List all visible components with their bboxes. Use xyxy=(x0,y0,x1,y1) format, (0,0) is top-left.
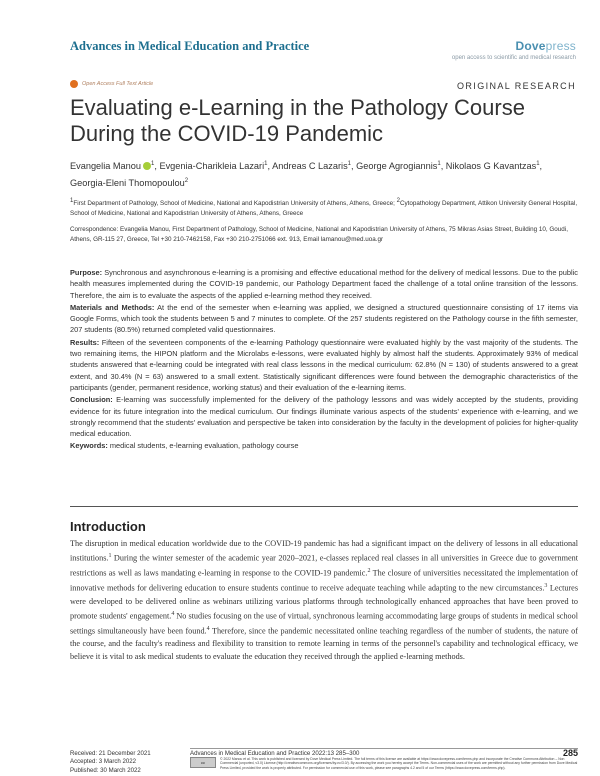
correspondence: Correspondence: Evangelia Manou, First Department of Pathology, School of Medicine, National and Kapodistrian University of Athens, 75 Mikras Asias Street, Building 10, Goudi, Athens, GR-115 27, Greece, Tel +30 210-7462158, Fax +30 210-2751066 ext. 913, Email lamanou@med.uoa.gr xyxy=(70,226,568,243)
abstract-section-label: Keywords: xyxy=(70,441,108,451)
author-affiliation-sup: 2 xyxy=(184,178,189,185)
open-access-badge xyxy=(70,80,153,88)
affil-sup-2: 2 xyxy=(396,198,400,204)
author-name[interactable]: George Agrogiannis xyxy=(356,161,438,172)
author-affiliation-sup: 1 xyxy=(151,161,155,167)
section-divider xyxy=(70,506,578,507)
publisher-logo[interactable] xyxy=(516,39,577,53)
abstract-section-text: Fifteen of the seventeen components of the e-learning Pathology questionnaire were evaluated highly by the vast majority of the students. The two remaining items, the HIPON platform and the Microlabs e-lessons, were evaluated highly by almost half the students. Approximately 93% of medical students answered that e-learning could be integrated with real class lessons in the medical curriculum: 62.8% (N = 130) of students answered to a great extent, and 30.4% (N = 63) answered to a small extent. Statistically significant differences were found between the demographic characteristics of the participants (gender, permanent residence, working status) and their evaluation of the e-learning items. xyxy=(70,337,578,392)
open-access-label: Open Access Full Text Article xyxy=(82,81,154,87)
publisher-name-part2: press xyxy=(545,39,576,53)
section-heading-introduction: Introduction xyxy=(70,519,146,534)
author-affiliation-sup: 1 xyxy=(437,161,441,167)
abstract-section xyxy=(70,267,578,301)
license-text: © 2022 Manou et al. This work is published and licensed by Dove Medical Press Limited. The full terms of this license are available at https://www.dovepress.com/terms.php and incorporate the Creative Commons Attribution – Non Commercial (unported, v3.0) License (http://creativecommons.org/licenses/by-nc/3.0/). By accessing the work you hereby accept the Terms. Non-commercial uses of the work are permitted without any further permission from Dove Medical Press Limited, provided the work is properly attributed. For permission for commercial use of this work, please see paragraphs 4.2 and 5 of our Terms (https://www.dovepress.com/terms.php). xyxy=(220,757,578,770)
affiliations-text: First Department of Pathology, School of Medicine, National and Kapodistrian University of Athens, Athens, Greece; $^2$Cytopathology Department, Attikon University General Hospital, School of Medicine, National and Kapodistrian University of Athens, Athens, Greece xyxy=(70,198,578,217)
author-name[interactable]: Georgia-Eleni Thomopoulou xyxy=(70,178,185,189)
abstract-section-text: At the end of the semester when e-learning was applied, we designed a structured questionnaire consisting of 17 items via Google Forms, which took the students between 5 and 7 minutes to complete. Of the 257 students registered on the Pathology course in the fifth semester, 207 students (80.5%) returned completed valid questionnaires. xyxy=(70,302,578,335)
abstract-section xyxy=(70,394,578,439)
abstract xyxy=(70,267,578,453)
publisher-name-part1: Dove xyxy=(515,39,546,53)
author-list: Evangelia Manou $^1$, Evgenia-Charikleia Lazari$^1$, Andreas C Lazaris$^1$, George Agrogiannis$^1$, Nikolaos G Kavantzas$^1$, Georgia-Eleni Thomopoulou$^2$ xyxy=(70,161,543,189)
reference-link[interactable]: 3 xyxy=(544,582,548,589)
article-title: Evaluating e-Learning in the Pathology Course During the COVID-19 Pandemic xyxy=(70,95,525,146)
author-name[interactable]: Nikolaos G Kavantzas xyxy=(445,161,537,172)
abstract-section xyxy=(70,440,578,451)
abstract-section-label: Materials and Methods: xyxy=(70,302,155,312)
open-access-lock-icon xyxy=(70,80,78,88)
license-block xyxy=(190,757,578,770)
author-affiliation-sup: 1 xyxy=(264,161,268,167)
abstract-section-label: Conclusion: xyxy=(70,395,113,405)
abstract-section xyxy=(70,337,578,393)
reference-link[interactable]: 4 xyxy=(206,625,210,632)
article-type: ORIGINAL RESEARCH xyxy=(457,81,576,91)
author-affiliation-sup: 1 xyxy=(536,161,540,167)
publisher-tagline: open access to scientific and medical research xyxy=(451,55,576,61)
journal-citation[interactable]: Advances in Medical Education and Practice 2022:13 285–300 xyxy=(190,750,360,757)
orcid-icon[interactable] xyxy=(143,162,151,170)
creative-commons-icon[interactable]: cc xyxy=(190,757,216,768)
reference-link[interactable]: 4 xyxy=(171,610,175,617)
footer-rule xyxy=(190,748,578,749)
abstract-section xyxy=(70,302,578,336)
author-name[interactable]: Andreas C Lazaris xyxy=(272,161,348,172)
affiliations xyxy=(70,197,578,218)
abstract-section-text: medical students, e-learning evaluation, pathology course xyxy=(107,441,299,451)
publication-dates xyxy=(70,750,151,775)
reference-link[interactable]: 2 xyxy=(367,567,371,574)
abstract-section-label: Purpose: xyxy=(70,268,103,277)
author-name[interactable]: Evangelia Manou xyxy=(70,161,141,172)
abstract-section-label: Results: xyxy=(70,337,100,347)
date-accepted: Accepted: 3 March 2022 xyxy=(70,758,137,766)
date-published: Published: 30 March 2022 xyxy=(70,766,141,774)
abstract-section-text: E-learning was successfully implemented for the delivery of the pathology lessons and was widely accepted by the students, providing evidence for its future integration into the medical curriculum. Our findings illuminate various aspects of the students' experience with e-learning, and we strongly recommend that the students' evaluation and perspective be taken into consideration by the faculty in the development of policies for higher-quality medical education. xyxy=(70,395,578,439)
journal-name[interactable]: Advances in Medical Education and Practice xyxy=(70,39,310,53)
author-affiliation-sup: 1 xyxy=(347,161,352,167)
abstract-section-text: Synchronous and asynchronous e-learning is a promising and effective educational method for the delivery of medical lessons. Due to the public health measures implemented during the COVID-19 pandemic, our Pathology Department faced the challenge of a total online transition of the lessons. Therefore, the aim is to evaluate the aspects of the applied e-learning method they received. xyxy=(70,268,578,300)
date-received: Received: 21 December 2021 xyxy=(70,750,151,757)
page-number: 285 xyxy=(562,748,578,758)
reference-link[interactable]: 1 xyxy=(108,553,112,560)
affil-sup-1: 1 xyxy=(70,198,74,204)
author-name[interactable]: Evgenia-Charikleia Lazari xyxy=(159,161,265,172)
introduction-text: The disruption in medical education worldwide due to the COVID-19 pandemic has had a significant impact on the delivery of lessons in all educational institutions.$^1$ During the winter semester of the academic year 2020–2021, e-classes replaced real classes in all universities in Greece due to government restrictions as well as laws mandating e-learning in response to the COVID-19 pandemic.$^2$ The closure of universities necessitated the implementation of innovative methods for delivering education to ensure students continue to receive adequate teaching while adapting to the new circumstances.$^3$ Lectures were developed to be delivered online as webinars utilizing various platforms through technologically enhanced approaches that have been proved to promote students' engagement.$^4$ No studies focusing on the use of virtual, synchronous learning accommodating large groups of students in medical school settings simultaneously have been found.$^4$ Therefore, since the pandemic necessitated online teaching regardless of the number of students, the nature of the course, and the faculty's readiness and flexibility to transition to remote learning in terms of the personnel's capability and technological efficacy, we believe it is vital to ask medical students to evaluate the education they received through the applied e-learning methods. xyxy=(70,539,579,662)
